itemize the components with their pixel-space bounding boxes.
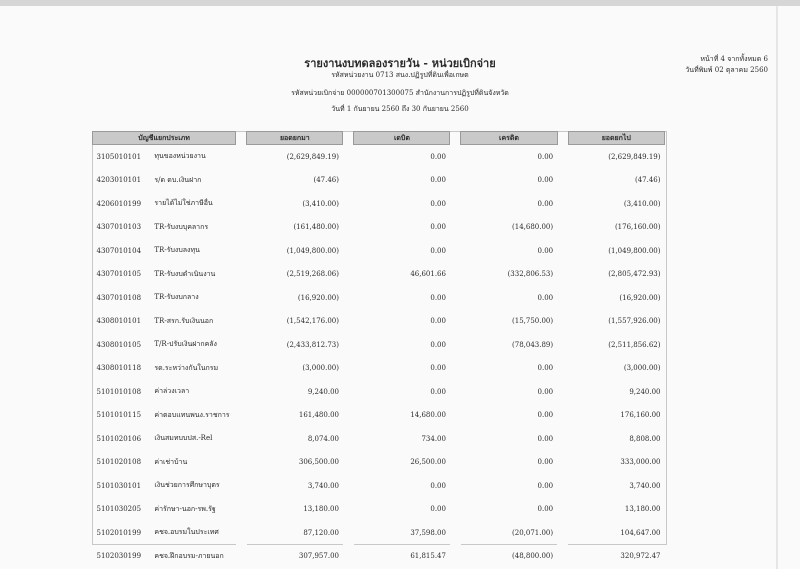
account-code: 5101030101 [96,481,142,490]
account-name: TR-รับงบกลาง [154,293,199,302]
table-row [93,310,665,334]
carried-forward-cell: 176,160.00 [620,411,661,420]
col-header-carried-forward: ยอดยกไป [568,132,664,145]
account-code: 4307010105 [96,270,142,279]
account-name: ทุนของหน่วยงาน [154,152,206,161]
credit-cell: 0.00 [537,387,554,396]
brought-forward-cell: (16,920.00) [297,293,339,302]
table-row [93,451,665,475]
brought-forward-cell: (2,629,849.19) [286,152,339,161]
table-row [93,286,665,310]
debit-cell: 0.00 [430,505,446,514]
debit-cell: 0.00 [430,246,446,255]
debit-cell: 37,598.00 [410,528,446,537]
credit-cell: 0.00 [537,176,554,185]
credit-cell: (332,806.53) [507,270,554,279]
col-header-brought-forward: ยอดยกมา [247,132,343,145]
col-header-debit: เดบิต [354,132,450,145]
account-code: 4307010103 [96,223,142,232]
page-info [685,54,768,76]
account-name: TR-รับงบลงทุน [154,246,200,255]
table-row [93,545,665,569]
debit-cell: 0.00 [430,176,446,185]
table-row [93,192,665,216]
carried-forward-cell: 104,647.00 [620,528,661,537]
account-name: TR-สรก.รับเงินนอก [154,316,214,325]
agency-code-line: รหัสหน่วยงาน 0713 สนง.ปฏิรูปที่ดินเพื่อเกษต [331,71,469,79]
carried-forward-cell: 8,808.00 [629,434,661,443]
account-code: 5101010108 [96,387,142,396]
account-name: คชจ.อบรมในประเทศ [154,528,219,537]
account-name: ค่าตอบแทนพนง.ราชการ [154,410,230,419]
account-code: 5101020108 [96,458,142,467]
credit-cell: 0.00 [537,481,554,490]
page-top-border [0,0,800,6]
credit-cell: 0.00 [537,364,554,373]
account-code: 3105010101 [96,152,142,161]
account-name: ค่ารักษา-นอก-รพ.รัฐ [154,504,216,513]
debit-cell: 46,601.66 [410,270,446,279]
credit-cell: (20,071.00) [512,528,554,537]
brought-forward-cell: 13,180.00 [303,505,339,514]
account-code: 4308010105 [96,340,142,349]
brought-forward-cell: (3,410.00) [302,199,339,208]
carried-forward-cell: (16,920.00) [619,293,661,302]
debit-cell: 61,815.47 [410,552,446,561]
credit-cell: (78,043.89) [512,340,554,349]
brought-forward-cell: 9,240.00 [307,387,339,396]
debit-cell: 0.00 [430,317,446,326]
brought-forward-cell: (47.46) [313,176,339,185]
carried-forward-cell: (3,410.00) [623,199,661,208]
brought-forward-cell: (161,480.00) [293,223,339,232]
carried-forward-cell: (1,049,800.00) [608,246,661,255]
date-range-line: วันที่ 1 กันยายน 2560 ถึง 30 กันยายน 2560 [331,105,469,113]
carried-forward-cell: (176,160.00) [614,223,661,232]
credit-cell: 0.00 [537,152,554,161]
brought-forward-cell: 3,740.00 [307,481,339,490]
debit-cell: 0.00 [430,387,446,396]
account-code: 4203010101 [96,176,142,185]
account-name: ค่าเช่าบ้าน [154,457,188,466]
brought-forward-cell: (1,049,800.00) [286,246,339,255]
account-code: 5102030199 [96,552,142,561]
credit-cell: 0.00 [537,293,554,302]
carried-forward-cell: (47.46) [634,176,661,185]
carried-forward-cell: (2,805,472.93) [608,270,661,279]
account-code: 4308010101 [96,317,142,326]
table-row [93,263,665,287]
table-row [93,145,665,169]
account-name: รายได้ไม่ใช่ภาษีอื่น [154,199,213,208]
table-row [93,521,665,545]
credit-cell: 0.00 [537,458,554,467]
credit-cell: (14,680.00) [512,223,554,232]
disbursement-unit-line: รหัสหน่วยเบิกจ่าย 000000701300075 สำนักงานการปฏิรูปที่ดินจังหวัด [291,89,509,97]
debit-cell: 26,500.00 [410,458,446,467]
table-row [93,427,665,451]
account-name: ค่าล่วงเวลา [154,387,190,396]
debit-cell: 0.00 [430,223,446,232]
account-code: 4206010199 [96,199,142,208]
account-name: TR-รับงบดำเนินงาน [154,269,216,278]
trial-balance-table [92,131,665,568]
credit-cell: (15,750.00) [512,317,554,326]
carried-forward-cell: 13,180.00 [624,505,661,514]
account-code: 4307010104 [96,246,142,255]
report-title: รายงานงบทดลองรายวัน - หน่วยเบิกจ่าย [304,57,496,70]
brought-forward-cell: 8,074.00 [307,434,339,443]
table-row [93,216,665,240]
print-date: วันที่พิมพ์ 02 ตุลาคม 2560 [685,66,768,74]
debit-cell: 14,680.00 [410,411,446,420]
credit-cell: 0.00 [537,411,554,420]
table-row [93,239,665,263]
credit-cell: 0.00 [537,246,554,255]
account-code: 4307010108 [96,293,142,302]
carried-forward-cell: 333,000.00 [620,458,661,467]
account-name: เงินช่วยการศึกษาบุตร [154,481,220,490]
carried-forward-cell: (1,557,926.00) [608,317,661,326]
carried-forward-cell: (2,629,849.19) [608,152,661,161]
carried-forward-cell: 320,972.47 [620,552,661,561]
brought-forward-cell: (1,542,176.00) [286,317,339,326]
page-number: หน้าที่ 4 จากทั้งหมด 6 [700,55,768,63]
account-code: 4308010118 [96,364,142,373]
table-body [93,145,665,569]
carried-forward-cell: 3,740.00 [629,481,661,490]
col-header-credit: เครดิต [461,132,557,145]
table-header-row [93,132,665,145]
table-row [93,357,665,381]
credit-cell: (48,800.00) [512,552,554,561]
brought-forward-cell: (2,433,812.73) [286,340,339,349]
brought-forward-cell: 161,480.00 [298,411,339,420]
credit-cell: 0.00 [537,199,554,208]
account-name: คชจ.ฝึกอบรม-ภายนอก [154,551,224,560]
debit-cell: 734.00 [421,434,446,443]
debit-cell: 0.00 [430,152,446,161]
debit-cell: 0.00 [430,340,446,349]
account-name: T/R-ปรับเงินฝากคลัง [154,340,217,349]
debit-cell: 0.00 [430,199,446,208]
table-row [93,474,665,498]
carried-forward-cell: (3,000.00) [623,364,661,373]
table-row [93,380,665,404]
carried-forward-cell: (2,511,856.62) [608,340,661,349]
account-code: 5101010115 [96,411,142,420]
table-row [93,169,665,193]
account-code: 5101030205 [96,505,142,514]
brought-forward-cell: (3,000.00) [302,364,339,373]
brought-forward-cell: (2,519,268.06) [286,270,339,279]
debit-cell: 0.00 [430,364,446,373]
carried-forward-cell: 9,240.00 [629,387,661,396]
table-row [93,498,665,522]
account-code: 5101020106 [96,434,142,443]
account-name: ร/ด ดบ.เงินฝาก [154,175,202,184]
table-row [93,404,665,428]
account-name: TR-รับงบบุคลากร [154,222,209,231]
credit-cell: 0.00 [537,505,554,514]
brought-forward-cell: 306,500.00 [298,458,339,467]
account-code: 5102010199 [96,528,142,537]
debit-cell: 0.00 [430,481,446,490]
debit-cell: 0.00 [430,293,446,302]
brought-forward-cell: 307,957.00 [298,552,339,561]
col-header-account: บัญชีแยกประเภท [93,132,236,145]
account-name: รด.ระหว่างกันในกรม [154,363,219,372]
brought-forward-cell: 87,120.00 [303,528,339,537]
table-row [93,333,665,357]
account-name: เงินสมทบบปส.-Rel [154,434,213,443]
credit-cell: 0.00 [537,434,554,443]
